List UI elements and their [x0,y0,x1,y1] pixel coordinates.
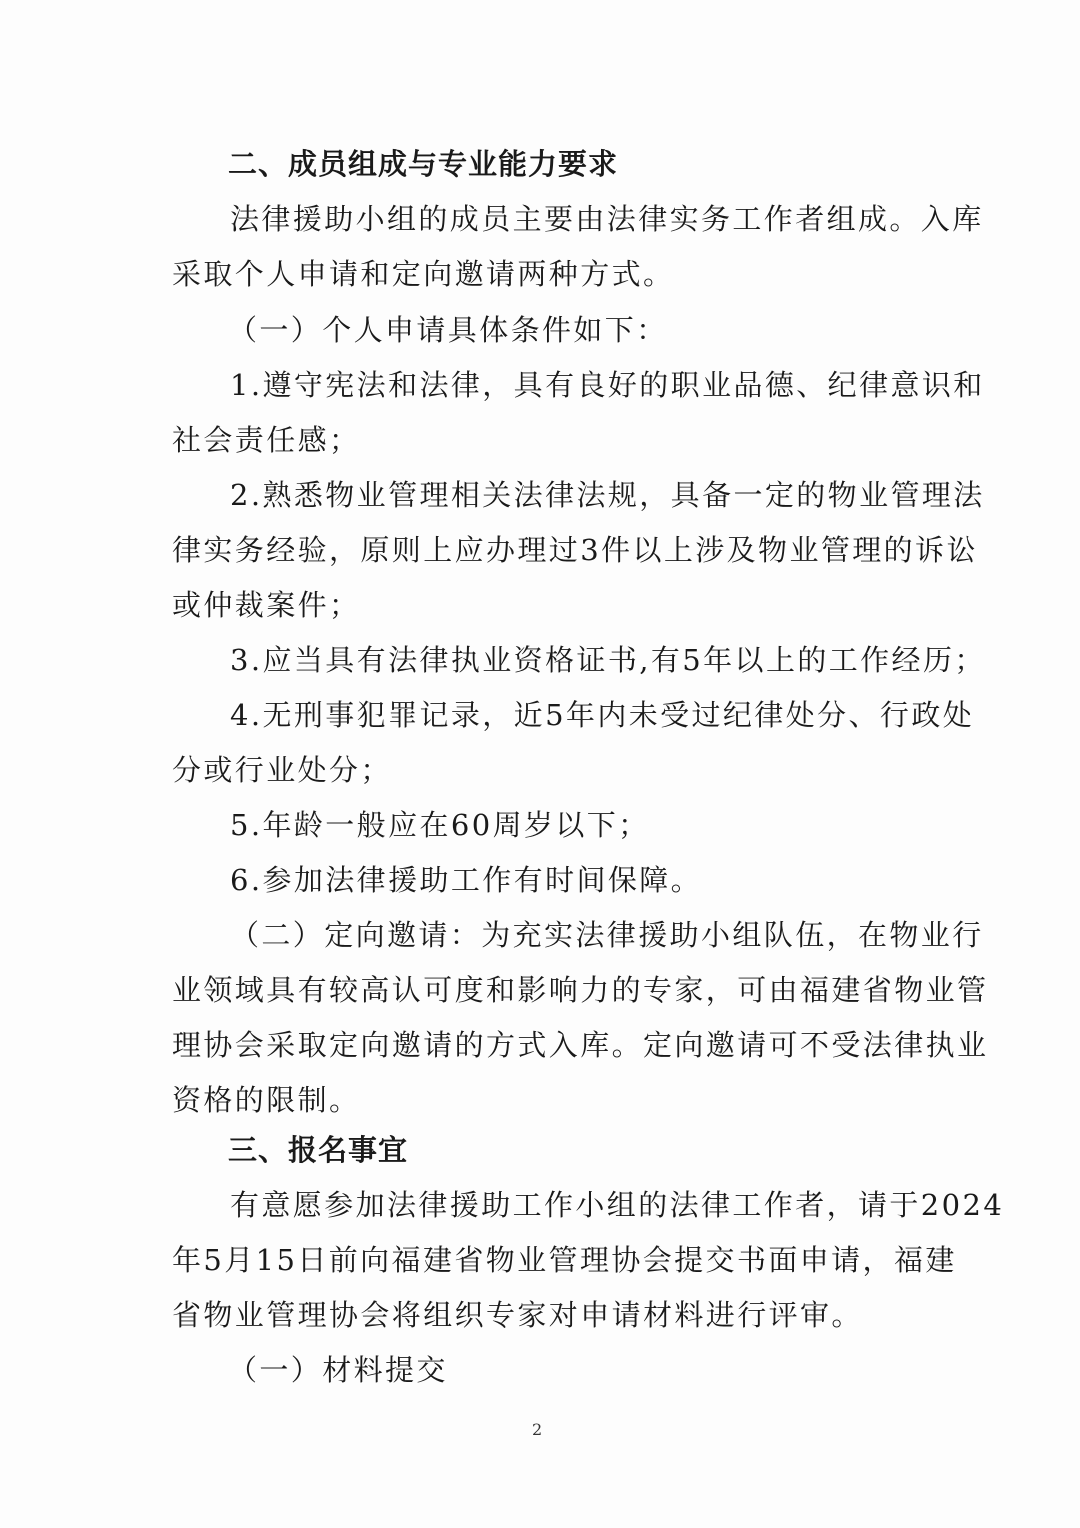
subsection-heading-1: （一）个人申请具体条件如下： [228,313,668,347]
paragraph-line: 业领域具有较高认可度和影响力的专家，可由福建省物业管 [172,973,989,1007]
list-item-cont: 或仲裁案件； [172,588,361,622]
subsection-heading-materials: （一）材料提交 [228,1353,448,1387]
list-item: 1.遵守宪法和法律，具有良好的职业品德、纪律意识和 [230,368,985,402]
paragraph-line: 省物业管理协会将组织专家对申请材料进行评审。 [172,1298,863,1332]
list-item: 3.应当具有法律执业资格证书,有5年以上的工作经历； [230,643,986,677]
list-item: 5.年龄一般应在60周岁以下； [230,808,650,842]
list-item: 4.无刑事犯罪记录，近5年内未受过纪律处分、行政处 [230,698,975,732]
list-item-cont: 社会责任感； [172,423,361,457]
section-heading-2: 二、成员组成与专业能力要求 [228,147,619,181]
paragraph-line: 法律援助小组的成员主要由法律实务工作者组成。入库 [230,202,984,236]
list-item: 2.熟悉物业管理相关法律法规，具备一定的物业管理法 [230,478,985,512]
paragraph-line: 有意愿参加法律援助工作小组的法律工作者，请于2024 [230,1188,1005,1222]
section-heading-3: 三、报名事宜 [228,1133,409,1167]
paragraph-line: 资格的限制。 [172,1083,361,1117]
list-item-cont: 律实务经验，原则上应办理过3件以上涉及物业管理的诉讼 [172,533,978,567]
paragraph-line: 采取个人申请和定向邀请两种方式。 [172,257,675,291]
list-item: 6.参加法律援助工作有时间保障。 [230,863,703,897]
page-number: 2 [532,1420,543,1439]
paragraph-line: 理协会采取定向邀请的方式入库。定向邀请可不受法律执业 [172,1028,989,1062]
list-item-cont: 分或行业处分； [172,753,392,787]
paragraph-line: 年5月15日前向福建省物业管理协会提交书面申请，福建 [172,1243,957,1277]
subsection-paragraph: （二）定向邀请：为充实法律援助小组队伍，在物业行 [230,918,984,952]
